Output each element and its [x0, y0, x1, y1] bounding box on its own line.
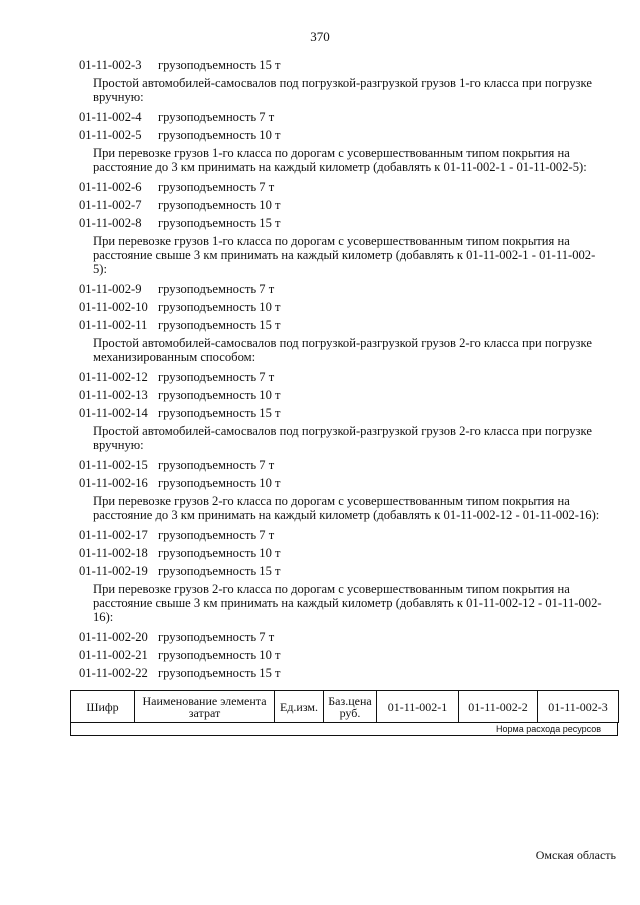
resource-table-header	[70, 690, 619, 723]
rate-entry	[79, 56, 609, 74]
rate-description: грузоподъемность 7 т	[158, 110, 275, 124]
rate-code: 01-11-002-17	[79, 528, 148, 542]
header-cell-code: Шифр	[71, 691, 135, 723]
rate-code: 01-11-002-13	[79, 388, 148, 402]
rate-code: 01-11-002-15	[79, 458, 148, 472]
rate-description: грузоподъемность 10 т	[158, 388, 281, 402]
document-body	[79, 56, 609, 682]
rate-code: 01-11-002-20	[79, 630, 148, 644]
header-cell-rate-2: 01-11-002-2	[459, 691, 538, 723]
rate-description: грузоподъемность 7 т	[158, 458, 275, 472]
rate-description: грузоподъемность 7 т	[158, 180, 275, 194]
rate-entry	[79, 404, 609, 422]
rate-entry	[79, 280, 609, 298]
rate-description: грузоподъемность 7 т	[158, 528, 275, 542]
rate-entry	[79, 196, 609, 214]
rate-code: 01-11-002-19	[79, 564, 148, 578]
rate-description: грузоподъемность 15 т	[158, 666, 281, 680]
rate-code: 01-11-002-9	[79, 282, 142, 296]
rate-description: грузоподъемность 10 т	[158, 648, 281, 662]
rate-entry	[79, 298, 609, 316]
section-paragraph: При перевозке грузов 2-го класса по дорогам с усовершествованным типом покрытия на расстояние свыше 3 км принимать на каждый километр (добавлять к 01-11-002-12 - 01-11-002-16):	[93, 582, 602, 624]
rate-description: грузоподъемность 10 т	[158, 198, 281, 212]
section-paragraph: При перевозке грузов 1-го класса по дорогам с усовершествованным типом покрытия на расстояние до 3 км принимать на каждый километр (добавлять к 01-11-002-1 - 01-11-002-5):	[93, 146, 587, 174]
rate-description: грузоподъемность 7 т	[158, 282, 275, 296]
rate-entry	[79, 126, 609, 144]
rate-code: 01-11-002-18	[79, 546, 148, 560]
norm-label: Норма расхода ресурсов	[70, 723, 618, 736]
rate-entry	[79, 664, 609, 682]
rate-code: 01-11-002-12	[79, 370, 148, 384]
rate-entry	[79, 526, 609, 544]
rate-description: грузоподъемность 15 т	[158, 318, 281, 332]
rate-entry	[79, 386, 609, 404]
header-cell-name: Наименование элемента затрат	[135, 691, 275, 723]
rate-entry	[79, 316, 609, 334]
header-cell-rate-3: 01-11-002-3	[538, 691, 619, 723]
header-cell-rate-1: 01-11-002-1	[377, 691, 459, 723]
rate-entry	[79, 628, 609, 646]
rate-entry	[79, 456, 609, 474]
rate-code: 01-11-002-3	[79, 58, 142, 72]
rate-entry	[79, 544, 609, 562]
rate-code: 01-11-002-7	[79, 198, 142, 212]
rate-description: грузоподъемность 15 т	[158, 216, 281, 230]
rate-code: 01-11-002-6	[79, 180, 142, 194]
rate-entry	[79, 214, 609, 232]
rate-description: грузоподъемность 7 т	[158, 630, 275, 644]
header-cell-unit: Ед.изм.	[275, 691, 324, 723]
section-paragraph: Простой автомобилей-самосвалов под погрузкой-разгрузкой грузов 2-го класса при погрузке механизированным способом:	[93, 336, 592, 364]
table-header-row	[71, 691, 619, 723]
rate-code: 01-11-002-8	[79, 216, 142, 230]
rate-entry	[79, 108, 609, 126]
resource-table	[70, 690, 618, 736]
rate-description: грузоподъемность 10 т	[158, 546, 281, 560]
rate-entry	[79, 368, 609, 386]
rate-code: 01-11-002-21	[79, 648, 148, 662]
section-paragraph: При перевозке грузов 2-го класса по дорогам с усовершествованным типом покрытия на расстояние до 3 км принимать на каждый километр (добавлять к 01-11-002-12 - 01-11-002-16):	[93, 494, 600, 522]
rate-entry	[79, 646, 609, 664]
rate-code: 01-11-002-22	[79, 666, 148, 680]
rate-code: 01-11-002-4	[79, 110, 142, 124]
header-cell-base-price: Баз.цена руб.	[324, 691, 377, 723]
section-paragraph: Простой автомобилей-самосвалов под погрузкой-разгрузкой грузов 2-го класса при погрузке вручную:	[93, 424, 592, 452]
section-paragraph: Простой автомобилей-самосвалов под погрузкой-разгрузкой грузов 1-го класса при погрузке вручную:	[93, 76, 592, 104]
rate-description: грузоподъемность 10 т	[158, 128, 281, 142]
rate-description: грузоподъемность 15 т	[158, 564, 281, 578]
rate-code: 01-11-002-14	[79, 406, 148, 420]
rate-description: грузоподъемность 10 т	[158, 300, 281, 314]
rate-code: 01-11-002-11	[79, 318, 148, 332]
rate-entry	[79, 474, 609, 492]
rate-description: грузоподъемность 15 т	[158, 406, 281, 420]
rate-description: грузоподъемность 15 т	[158, 58, 281, 72]
rate-code: 01-11-002-10	[79, 300, 148, 314]
rate-code: 01-11-002-16	[79, 476, 148, 490]
rate-entry	[79, 178, 609, 196]
page-number: 370	[310, 29, 330, 44]
section-paragraph: При перевозке грузов 1-го класса по дорогам с усовершествованным типом покрытия на расстояние свыше 3 км принимать на каждый километр (добавлять к 01-11-002-1 - 01-11-002-5):	[93, 234, 596, 276]
rate-description: грузоподъемность 7 т	[158, 370, 275, 384]
rate-code: 01-11-002-5	[79, 128, 142, 142]
region-footer: Омская область	[535, 848, 616, 862]
rate-description: грузоподъемность 10 т	[158, 476, 281, 490]
rate-entry	[79, 562, 609, 580]
